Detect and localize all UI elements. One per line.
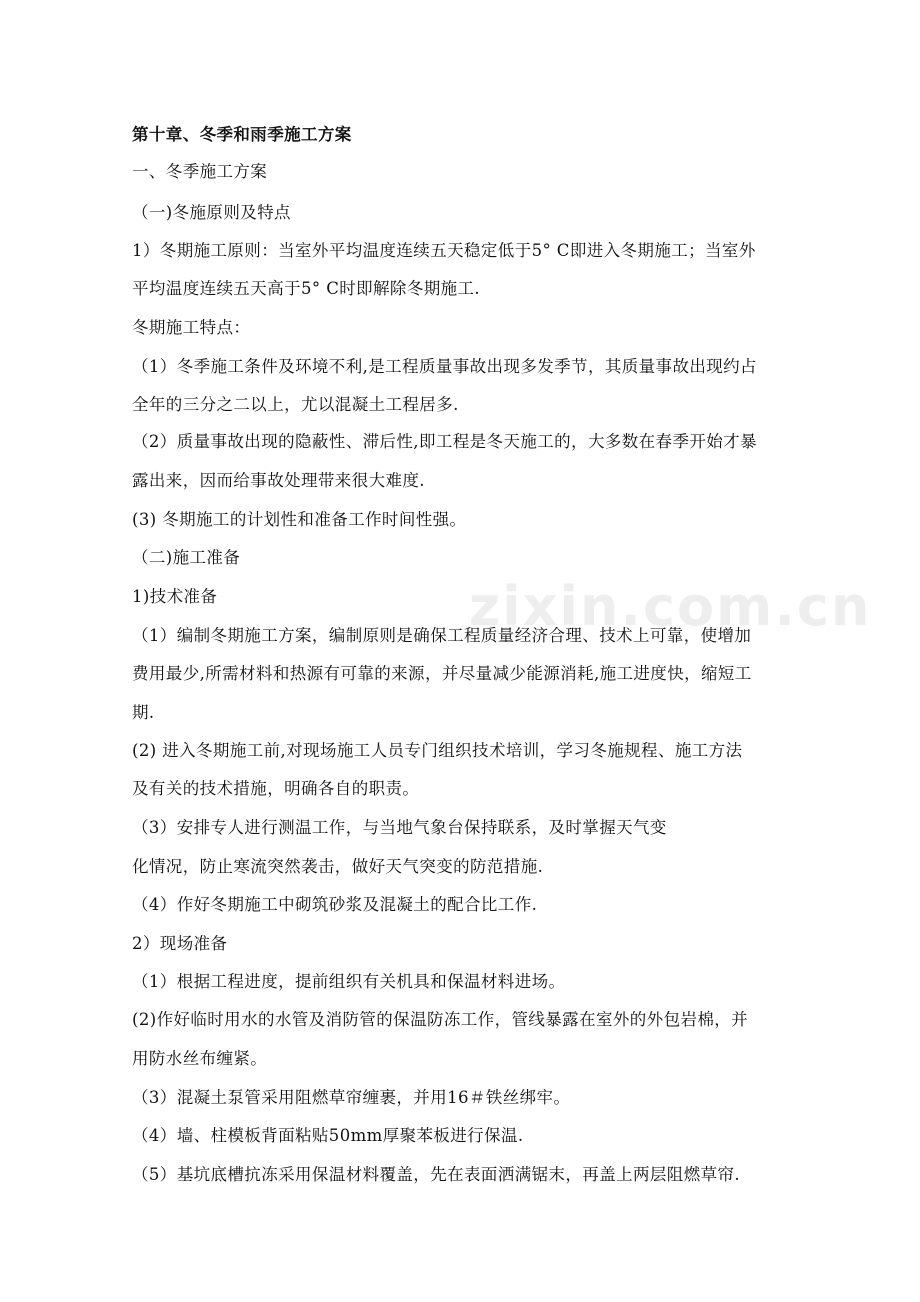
paragraph-line: （1）冬季施工条件及环境不利,是工程质量事故出现多发季节，其质量事故出现约占 bbox=[132, 357, 757, 376]
paragraph-line: 平均温度连续五天高于5° C时即解除冬期施工. bbox=[132, 279, 481, 298]
paragraph-line: (2) 进入冬期施工前,对现场施工人员专门组织技术培训，学习冬施规程、施工方法 bbox=[132, 741, 743, 760]
paragraph-line: 冬期施工特点： bbox=[132, 318, 251, 337]
paragraph-line: 全年的三分之二以上，尤以混凝土工程居多. bbox=[132, 395, 459, 414]
paragraph-line: （1）编制冬期施工方案，编制原则是确保工程质量经济合理、技术上可靠，使增加 bbox=[132, 626, 752, 645]
paragraph-line: (3) 冬期施工的计划性和准备工作时间性强。 bbox=[132, 510, 467, 529]
watermark: zixin.com.cn bbox=[468, 575, 872, 638]
paragraph-line: （1）根据工程进度，提前组织有关机具和保温材料进场。 bbox=[132, 972, 566, 991]
section-heading: 一、冬季施工方案 bbox=[132, 162, 268, 181]
chapter-title: 第十章、冬季和雨季施工方案 bbox=[132, 125, 352, 144]
paragraph-line: 用防水丝布缠紧。 bbox=[132, 1049, 268, 1068]
paragraph-line: 1)技术准备 bbox=[132, 587, 218, 606]
paragraph-line: （3）安排专人进行测温工作，与当地气象台保持联系，及时掌握天气变 bbox=[132, 818, 667, 837]
paragraph-line: 1）冬期施工原则：当室外平均温度连续五天稳定低于5° C即进入冬期施工；当室外 bbox=[132, 241, 756, 260]
paragraph-line: 及有关的技术措施，明确各自的职责。 bbox=[132, 779, 420, 798]
paragraph-line: （2）质量事故出现的隐蔽性、滞后性,即工程是冬天施工的，大多数在春季开始才暴 bbox=[132, 432, 757, 451]
paragraph-line: （4）墙、柱模板背面粘贴50mm厚聚苯板进行保温. bbox=[132, 1126, 524, 1145]
paragraph-line: （3）混凝土泵管采用阻燃草帘缠裹，并用16＃铁丝绑牢。 bbox=[132, 1088, 571, 1107]
subsection-heading: （一)冬施原则及特点 bbox=[132, 203, 291, 222]
paragraph-line: 期. bbox=[132, 703, 155, 722]
paragraph-line: 化情况，防止寒流突然袭击，做好天气突变的防范措施. bbox=[132, 857, 544, 876]
paragraph-line: 2）现场准备 bbox=[132, 934, 228, 953]
paragraph-line: 费用最少,所需材料和热源有可靠的来源，并尽量减少能源消耗,施工进度快，缩短工 bbox=[132, 664, 752, 683]
paragraph-line: 露出来，因而给事故处理带来很大难度. bbox=[132, 471, 425, 490]
paragraph-line: （5）基坑底槽抗冻采用保温材料覆盖，先在表面洒满锯末，再盖上两层阻燃草帘. bbox=[132, 1165, 741, 1184]
subsection-heading: （二)施工准备 bbox=[132, 548, 241, 567]
paragraph-line: （4）作好冬期施工中砌筑砂浆及混凝土的配合比工作. bbox=[132, 895, 538, 914]
paragraph-line: (2)作好临时用水的水管及消防管的保温防冻工作，管线暴露在室外的外包岩棉，并 bbox=[132, 1010, 749, 1029]
